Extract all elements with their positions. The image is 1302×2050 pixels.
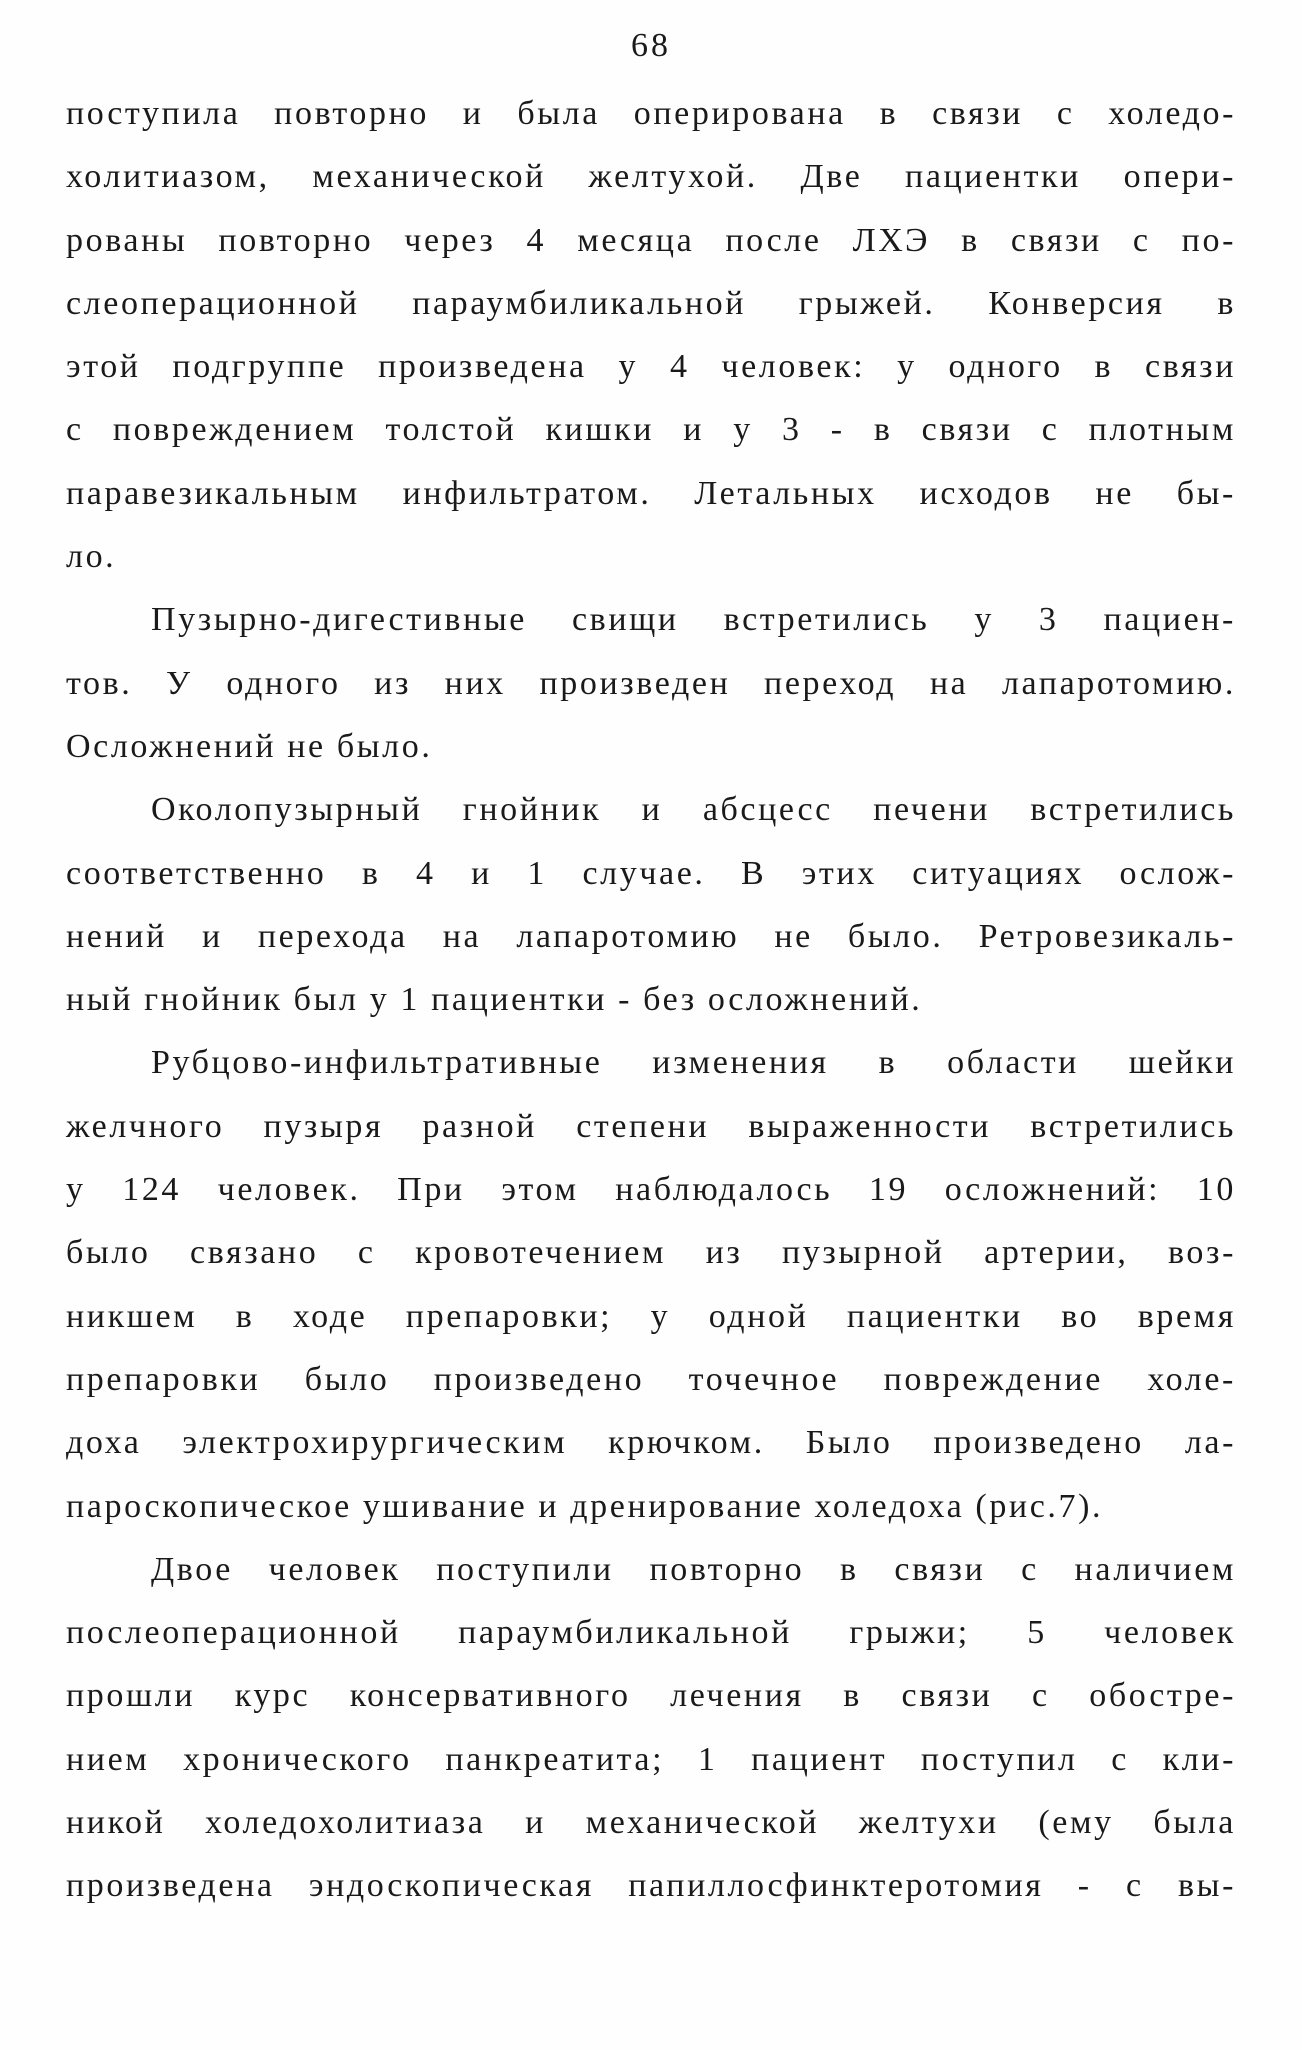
- text-line: было связано с кровотечением из пузырной артерии, воз-: [66, 1234, 1236, 1272]
- paragraph: [66, 82, 1236, 588]
- text-line: послеоперационной параумбиликальной грыжи; 5 человек: [66, 1614, 1236, 1652]
- text-line: нений и перехода на лапаротомию не было. Ретровезикаль-: [66, 917, 1236, 955]
- text-line: ный гнойник был у 1 пациентки - без осложнений.: [66, 981, 923, 1019]
- text-line: у 124 человек. При этом наблюдалось 19 осложнений: 10: [66, 1171, 1236, 1209]
- text-line: Рубцово-инфильтративные изменения в области шейки: [151, 1044, 1236, 1082]
- paragraph: [66, 1538, 1236, 1918]
- text-line: рованы повторно через 4 месяца после ЛХЭ в связи с по-: [66, 221, 1236, 259]
- text-line: желчного пузыря разной степени выраженности встретились: [66, 1107, 1236, 1145]
- text-line: препаровки было произведено точечное повреждение холе-: [66, 1360, 1236, 1398]
- text-line: с повреждением толстой кишки и у 3 - в связи с плотным: [66, 411, 1236, 449]
- text-line: доха электрохирургическим крючком. Было произведено ла-: [66, 1424, 1236, 1462]
- paragraph: [66, 778, 1236, 1031]
- text-line: пароскопическое ушивание и дренирование холедоха (рис.7).: [66, 1487, 1104, 1525]
- text-line: поступила повторно и была оперирована в связи с холедо-: [66, 95, 1236, 132]
- text-line: Пузырно-дигестивные свищи встретились у 3 пациен-: [151, 601, 1236, 639]
- paragraph: [66, 1031, 1236, 1537]
- text-line: паравезикальным инфильтратом. Летальных исходов не бы-: [66, 474, 1236, 512]
- text-line: никшем в ходе препаровки; у одной пациентки во время: [66, 1297, 1236, 1335]
- paragraph: [66, 588, 1236, 778]
- text-line: никой холедохолитиаза и механической желтухи (ему была: [66, 1804, 1236, 1842]
- text-line: тов. У одного из них произведен переход на лапаротомию.: [66, 664, 1236, 702]
- page-number: 68: [631, 27, 671, 64]
- text-line: слеоперационной параумбиликальной грыжей. Конверсия в: [66, 284, 1236, 322]
- text-line: Околопузырный гнойник и абсцесс печени встретились: [151, 791, 1236, 829]
- text-line: Двое человек поступили повторно в связи с наличием: [151, 1550, 1236, 1588]
- text-line: прошли курс консервативного лечения в связи с обостре-: [66, 1677, 1236, 1715]
- text-line: ло.: [66, 538, 117, 576]
- text-line: этой подгруппе произведена у 4 человек: у одного в связи: [66, 348, 1236, 386]
- text-line: соответственно в 4 и 1 случае. В этих ситуациях ослож-: [66, 854, 1236, 892]
- text-line: холитиазом, механической желтухой. Две пациентки опери-: [66, 158, 1236, 196]
- text-line: произведена эндоскопическая папиллосфинктеротомия - с вы-: [66, 1867, 1236, 1905]
- body-text: [66, 82, 1236, 1918]
- text-line: Осложнений не было.: [66, 727, 433, 765]
- text-line: нием хронического панкреатита; 1 пациент поступил с кли-: [66, 1740, 1236, 1778]
